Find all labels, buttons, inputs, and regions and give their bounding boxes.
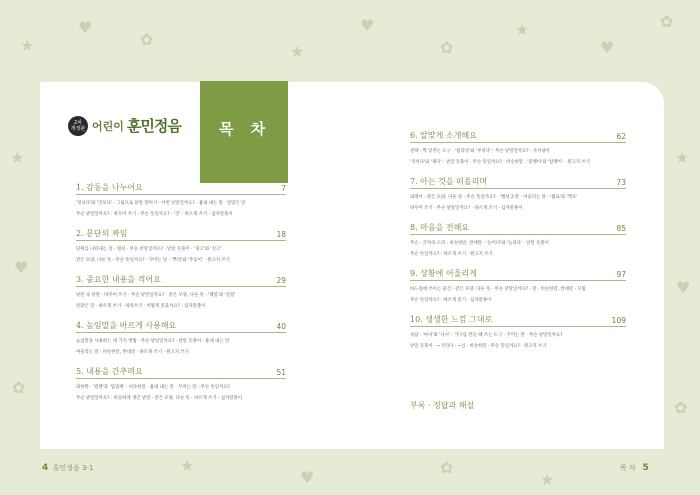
book-logo: [68, 115, 181, 136]
toc-section[interactable]: [76, 228, 286, 274]
section-page: 109: [611, 316, 626, 325]
star-doodle-icon: ★: [515, 20, 530, 39]
section-line: 무슨 낱말일까요? · 바꾸어 쓰기 · 무슨 뜻일까요? · '것' · 바르게 쓰기 · 십자말풀이: [76, 212, 233, 217]
section-line: 속담 · '마저'와 '다시' · 가구를 만들 때 쓰는 도구 · 꾸미는 말 · 무슨 낱말일까요?: [410, 333, 563, 338]
heart-doodle-icon: ♥: [300, 468, 315, 487]
toc-section[interactable]: [76, 182, 286, 228]
section-title: 3. 중요한 내용을 적어요: [76, 275, 161, 284]
toc-section[interactable]: [410, 314, 626, 360]
flower-doodle-icon: ✿: [674, 398, 688, 417]
section-title: 6. 알맞게 소개해요: [410, 131, 477, 140]
section-page: 18: [276, 230, 286, 239]
section-page: 85: [616, 224, 626, 233]
star-doodle-icon: ★: [10, 148, 25, 167]
star-doodle-icon: ★: [290, 42, 305, 61]
section-line: 무슨 · 글자의 소리 · 비슷한말, 반대말 · '늘이다'와 '늘리다' · 낱말 듯풀이: [410, 241, 549, 246]
appendix-link[interactable]: 부록 · 정답과 해설: [410, 401, 475, 410]
section-line: 낱말 듯풀이 · ~거리다 · ~심 · 비슷한말 · 무슨 뜻일까요? · 원고지 쓰기: [410, 344, 547, 349]
section-line: '엿보다'와 '엿보다' · 그림으로 낱말 맞히기 · 어떤 낱말일까요? · 흉내 내는 말 · 알맞은 말: [76, 201, 246, 206]
section-line: 바느질에 쓰이는 물건 · 같은 모양, 다른 뜻 · 무슨 낱말일까요? · 말 · 비슷한말, 반대말 · 꾸밈: [410, 287, 586, 292]
logo-title: 훈민정음: [126, 117, 181, 135]
logo-subtitle: 어린이: [92, 119, 124, 133]
page-number-left: 4: [42, 463, 49, 473]
star-doodle-icon: ★: [180, 456, 195, 475]
heart-doodle-icon: ♥: [676, 278, 691, 297]
section-page: 51: [276, 368, 286, 377]
toc-title: 목 차: [219, 120, 272, 138]
section-line: 무슨 뜻일까요? · 바르게 쓰기 · 원고지 쓰기: [410, 252, 493, 257]
section-title: 1. 감동을 나누어요: [76, 183, 143, 192]
footer-right: [620, 463, 649, 473]
flower-doodle-icon: ✿: [440, 458, 454, 477]
section-title: 2. 문단의 짜임: [76, 229, 128, 238]
section-page: 62: [616, 132, 626, 141]
section-page: 29: [276, 276, 286, 285]
page-number-right: 5: [642, 463, 649, 473]
toc-column-left: [76, 182, 286, 412]
flower-doodle-icon: ✿: [440, 38, 454, 57]
edition-badge: 2차 개정판: [68, 116, 88, 136]
section-line: '지치다'와 '제다' · 낱말 듯풀이 · 무슨 뜻일까요? · 비슷한말 · '말맹이'와 '압맹이' · 원고지 쓰기: [410, 160, 590, 165]
toc-section[interactable]: [410, 268, 626, 314]
star-doodle-icon: ★: [20, 36, 35, 55]
flower-doodle-icon: ✿: [660, 12, 674, 31]
toc-section[interactable]: [76, 366, 286, 412]
toc-section[interactable]: [410, 130, 626, 176]
section-line: 무슨 뜻일까요? · 바르게 읽기 · 십자말풀이: [410, 298, 492, 303]
section-title: 10. 생생한 느낌 그대로: [410, 315, 493, 324]
footer-left: [42, 463, 93, 473]
section-line: 바꾸어 쓰기 · 무슨 낱말일까요? · 바르게 쓰기 · 십자말풀이: [410, 206, 523, 211]
toc-section[interactable]: [76, 274, 286, 320]
section-line: 알맞은 말 · 바르게 쓰기 · 따라쓰기 · 어떻게 읽을까요? · 십자말풀이: [76, 304, 206, 309]
section-page: 40: [276, 322, 286, 331]
star-doodle-icon: ★: [540, 470, 555, 489]
section-page: 73: [616, 178, 626, 187]
section-line: 같은 모양, 다른 뜻 · 무슨 뜻일까요? · 꾸미는 말 · '뿌리'와 '주동이' · 원고지 쓰기: [76, 258, 230, 263]
section-title: 7. 아는 것을 떠올리며: [410, 177, 488, 186]
flower-doodle-icon: ✿: [140, 30, 154, 49]
heart-doodle-icon: ♥: [14, 258, 29, 277]
section-line: 단위를 나타내는 말 · 열쇠 · 무슨 낱말일까요? · 낱말 듯풀이 · '경고'와 '신고': [76, 247, 222, 252]
toc-section[interactable]: [410, 176, 626, 222]
heart-doodle-icon: ♥: [600, 38, 615, 57]
section-line: 외래어 · 같은 모양, 다른 뜻 · 무슨 뜻일까요? · '행성 2개' · 어울리는 말 · '월로'와 '찍포': [410, 195, 578, 200]
section-line: 전략 · 짝 맞추는 도구 · '불리다'와 '부치다' · 무슨 낱말일까요? · 사자성어: [410, 149, 550, 154]
section-page: 7: [281, 184, 286, 193]
flower-doodle-icon: ✿: [12, 378, 26, 397]
section-line: 외한쪽 · '컵렌'과 '엄냄새' · 비슷한말 · 흉내 내는 말 · 꾸미는 말 · 무슨 뜻일까요?: [76, 385, 230, 390]
toc-section[interactable]: [76, 320, 286, 366]
section-page: 97: [616, 270, 626, 279]
toc-section[interactable]: [410, 222, 626, 268]
section-title: 5. 내용을 간추려요: [76, 367, 143, 376]
section-line: 낱말 속 낱말 · 바꾸어 쓰기 · 무슨 낱말일까요? · 같은 모양, 다른 뜻 · '체험'과 '실험': [76, 293, 236, 298]
heart-doodle-icon: ♥: [360, 16, 375, 35]
section-line: 무슨 낱말일까요? · 비슷하게 생긴 낱말 · 같은 모양, 다른 뜻 · 바르게 쓰기 · 십자말풀이: [76, 396, 242, 401]
section-line: 여울리는 말 · 비슷한말, 반대말 · 바르게 쓰기 · 원고지 쓰기: [76, 350, 189, 355]
section-title: 8. 마음을 전해요: [410, 223, 470, 232]
section-line: 높임말을 사용하는 네 가지 방법 · 무슨 낱말일까요? · 낱말 듯풀이 · 흉내 내는 말: [76, 339, 230, 344]
section-title: 9. 상황에 어울리게: [410, 269, 477, 278]
footer-section-title: 목 차: [620, 464, 636, 472]
footer-book-title: 훈민정음 3-1: [52, 464, 94, 472]
heart-doodle-icon: ♥: [78, 18, 93, 37]
toc-column-right: [410, 130, 626, 360]
star-doodle-icon: ★: [675, 148, 690, 167]
section-title: 4. 높임말을 바르게 사용해요: [76, 321, 177, 330]
